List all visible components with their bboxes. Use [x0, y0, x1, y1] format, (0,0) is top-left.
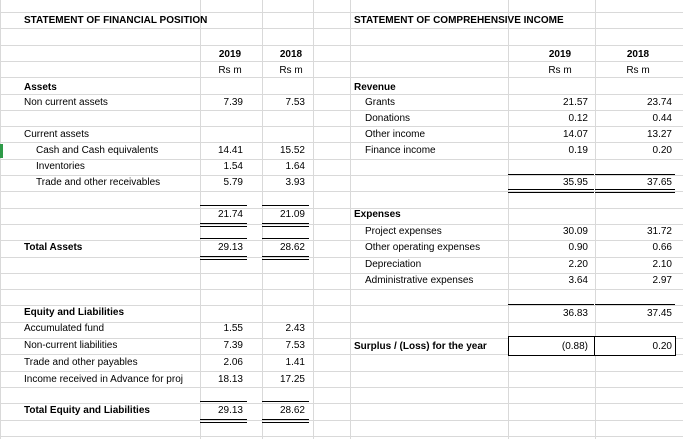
- row-value-2018: 15.52: [279, 145, 305, 156]
- row-label: Finance income: [365, 145, 436, 156]
- row-value-2018: 1.41: [285, 357, 305, 368]
- expenses-total-2019: 36.83: [562, 308, 588, 319]
- surplus-2018: 0.20: [652, 341, 672, 352]
- row-value-2018: 7.53: [285, 97, 305, 108]
- soci-col-2018: 2018: [626, 49, 650, 60]
- row-value-2019: 7.39: [223, 97, 243, 108]
- row-value-2018: 0.66: [652, 242, 672, 253]
- row-label: Non current assets: [24, 97, 108, 108]
- row-value-2018: 1.64: [285, 161, 305, 172]
- row-value-2019: 0.90: [568, 242, 588, 253]
- row-value-2019: 7.39: [223, 340, 243, 351]
- row-label: Cash and Cash equivalents: [36, 145, 159, 156]
- active-cell-marker: [0, 144, 3, 158]
- current-total-2018: 21.09: [279, 209, 305, 220]
- revenue-total-2018: 37.65: [646, 177, 672, 188]
- subtotal-line: [200, 205, 247, 206]
- row-value-2019: 14.07: [562, 129, 588, 140]
- total-equity-label: Total Equity and Liabilities: [24, 405, 150, 416]
- total-double-line: [262, 419, 309, 423]
- row-label: Non-current liabilities: [24, 340, 118, 351]
- row-label: Trade and other receivables: [36, 177, 161, 188]
- total-double-line: [200, 256, 247, 260]
- row-value-2018: 31.72: [646, 226, 672, 237]
- row-label: Accumulated fund: [24, 323, 105, 334]
- row-label: Other operating expenses: [365, 242, 481, 253]
- revenue-heading: Revenue: [354, 82, 396, 93]
- total-line: [508, 304, 594, 305]
- total-line: [200, 238, 247, 239]
- total-equity-2018: 28.62: [279, 405, 305, 416]
- row-value-2019: 0.12: [568, 113, 588, 124]
- row-label: Donations: [365, 113, 411, 124]
- row-label: Income received in Advance for proj: [24, 374, 183, 385]
- soci-col-2019: 2019: [548, 49, 572, 60]
- surplus-2019: (0.88): [561, 341, 588, 352]
- row-value-2018: 7.53: [285, 340, 305, 351]
- row-value-2019: 14.41: [217, 145, 243, 156]
- row-value-2019: 21.57: [562, 97, 588, 108]
- row-label: Trade and other payables: [24, 357, 138, 368]
- row-value-2019: 0.19: [568, 145, 588, 156]
- row-value-2019: 18.13: [217, 374, 243, 385]
- row-label: Administrative expenses: [365, 275, 474, 286]
- row-value-2018: 17.25: [279, 374, 305, 385]
- total-double-line: [200, 223, 247, 227]
- sofp-col-2019: 2019: [218, 49, 242, 60]
- row-value-2019: 30.09: [562, 226, 588, 237]
- total-double-line: [595, 189, 675, 193]
- total-double-line: [508, 189, 594, 193]
- row-value-2019: 1.55: [223, 323, 243, 334]
- row-value-2018: 3.93: [285, 177, 305, 188]
- row-value-2018: 13.27: [646, 129, 672, 140]
- total-line: [262, 238, 309, 239]
- row-value-2018: 2.10: [652, 259, 672, 270]
- assets-heading: Assets: [24, 82, 57, 93]
- row-value-2019: 1.54: [223, 161, 243, 172]
- row-value-2018: 2.43: [285, 323, 305, 334]
- current-total-2019: 21.74: [217, 209, 243, 220]
- sofp-unit-2019: Rs m: [218, 65, 242, 76]
- soci-unit-2018: Rs m: [626, 65, 650, 76]
- soci-unit-2019: Rs m: [548, 65, 572, 76]
- total-assets-2018: 28.62: [279, 242, 305, 253]
- total-line: [262, 401, 309, 402]
- row-label: Other income: [365, 129, 426, 140]
- total-line: [508, 174, 594, 175]
- row-value-2019: 3.64: [568, 275, 588, 286]
- total-assets-2019: 29.13: [217, 242, 243, 253]
- total-line: [200, 401, 247, 402]
- total-line: [595, 304, 675, 305]
- equity-heading: Equity and Liabilities: [24, 307, 125, 318]
- sofp-title: STATEMENT OF FINANCIAL POSITION: [24, 15, 208, 26]
- sofp-col-2018: 2018: [279, 49, 303, 60]
- row-value-2019: 5.79: [223, 177, 243, 188]
- row-value-2018: 2.97: [652, 275, 672, 286]
- sofp-unit-2018: Rs m: [279, 65, 303, 76]
- row-label: Inventories: [36, 161, 85, 172]
- row-value-2018: 23.74: [646, 97, 672, 108]
- subtotal-line: [262, 205, 309, 206]
- total-double-line: [262, 256, 309, 260]
- row-value-2019: 2.06: [223, 357, 243, 368]
- total-double-line: [200, 419, 247, 423]
- row-value-2019: 2.20: [568, 259, 588, 270]
- current-assets-heading: Current assets: [24, 129, 90, 140]
- row-value-2018: 0.44: [652, 113, 672, 124]
- total-assets-label: Total Assets: [24, 242, 83, 253]
- expenses-total-2018: 37.45: [646, 308, 672, 319]
- total-double-line: [262, 223, 309, 227]
- soci-title: STATEMENT OF COMPREHENSIVE INCOME: [354, 15, 564, 26]
- total-equity-2019: 29.13: [217, 405, 243, 416]
- row-label: Depreciation: [365, 259, 422, 270]
- surplus-label: Surplus / (Loss) for the year: [354, 341, 487, 352]
- total-line: [595, 174, 675, 175]
- revenue-total-2019: 35.95: [562, 177, 588, 188]
- row-label: Project expenses: [365, 226, 442, 237]
- row-label: Grants: [365, 97, 396, 108]
- row-value-2018: 0.20: [652, 145, 672, 156]
- expenses-heading: Expenses: [354, 209, 401, 220]
